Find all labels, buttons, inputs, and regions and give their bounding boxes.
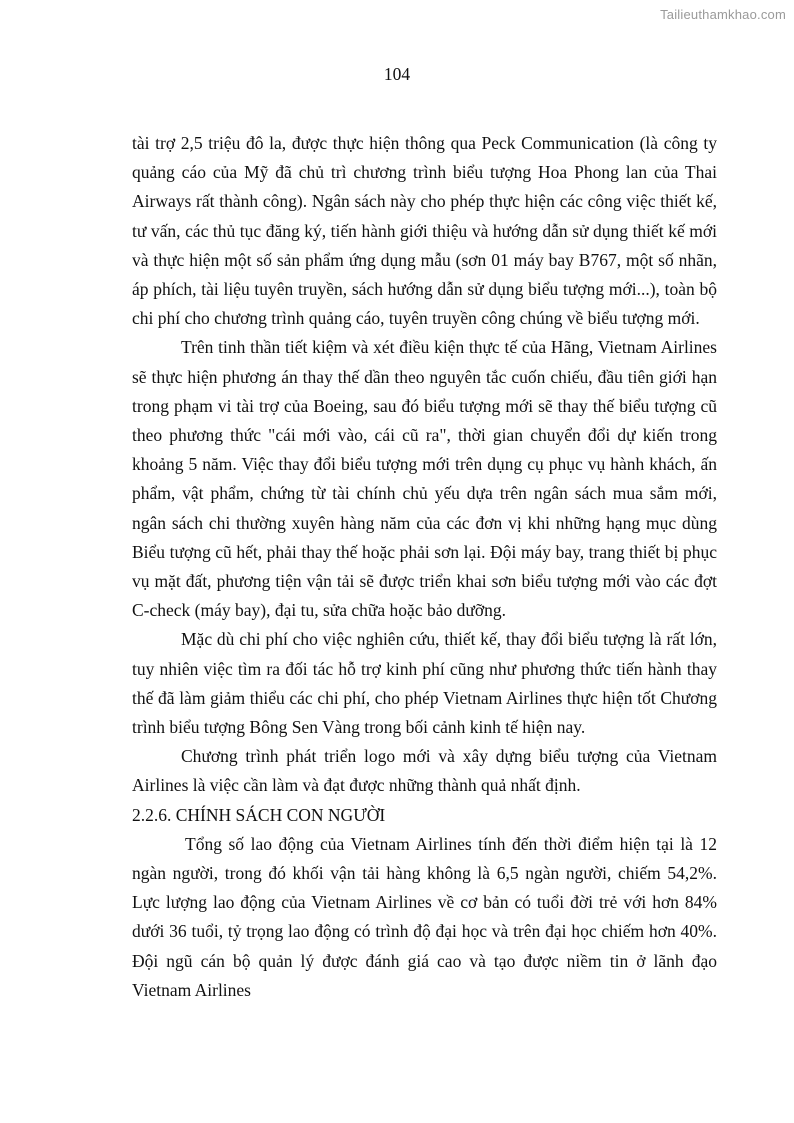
paragraph-replacement-plan: Trên tinh thần tiết kiệm và xét điều kiện thực tế của Hãng, Vietnam Airlines sẽ thực hiện phương án thay thế dần theo nguyên tắc cuốn chiếu, đầu tiên giới hạn trong phạm vi tài trợ của Boeing, sau đó biểu tượng mới sẽ thay thế biểu tượng cũ theo phương thức "cái mới vào, cái cũ ra", thời gian chuyển đổi dự kiến trong khoảng 5 năm. Việc thay đổi biểu tượng mới trên dụng cụ phục vụ hành khách, ấn phẩm, vật phẩm, chứng từ tài chính chủ yếu dựa trên ngân sách mua sắm mới, ngân sách chi thường xuyên hàng năm của các đơn vị khi những hạng mục dùng Biểu tượng cũ hết, phải thay thế hoặc phải sơn lại. Đội máy bay, trang thiết bị phục vụ mặt đất, phương tiện vận tải sẽ được triển khai sơn biểu tượng mới vào các đợt C-check (máy bay), đại tu, sửa chữa hoặc bảo dưỡng. xyxy=(132,337,717,621)
paragraph-cost: Mặc dù chi phí cho việc nghiên cứu, thiết kế, thay đổi biểu tượng là rất lớn, tuy nhiên việc tìm ra đối tác hỗ trợ kinh phí cũng như phương thức tiến hành thay thế đã làm giảm thiểu các chi phí, cho phép Vietnam Airlines thực hiện tốt Chương trình biểu tượng Bông Sen Vàng trong bối cảnh kinh tế hiện nay. xyxy=(132,629,717,738)
paragraph-logo-program: Chương trình phát triển logo mới và xây dựng biểu tượng của Vietnam Airlines là việc cần làm và đạt được những thành quả nhất định. xyxy=(132,746,717,796)
watermark-text: Tailieuthamkhao.com xyxy=(660,7,786,22)
paragraph-human-policy: Tổng số lao động của Vietnam Airlines tính đến thời điểm hiện tại là 12 ngàn người, trong đó khối vận tải hàng không là 6,5 ngàn người, chiếm 54,2%. Lực lượng lao động của Vietnam Airlines về cơ bản có tuổi đời trẻ với hơn 84% dưới 36 tuổi, tỷ trọng lao động có trình độ đại học và trên đại học chiếm hơn 40%. Đội ngũ cán bộ quản lý được đánh giá cao và tạo được niềm tin ở lãnh đạo Vietnam Airlines xyxy=(132,833,717,1000)
section-heading: 2.2.6. CHÍNH SÁCH CON NGƯỜI xyxy=(132,804,386,825)
page-number: 104 xyxy=(383,64,411,84)
document-body xyxy=(132,129,717,1005)
paragraph-continuation: tài trợ 2,5 triệu đô la, được thực hiện thông qua Peck Communication (là công ty quảng cáo của Mỹ đã chủ trì chương trình biểu tượng Hoa Phong lan của Thai Airways rất thành công). Ngân sách này cho phép thực hiện các công việc thiết kế, tư vấn, các thủ tục đăng ký, tiến hành giới thiệu và hướng dẫn sử dụng thiết kế mới và thực hiện một số sản phẩm ứng dụng mẫu (sơn 01 máy bay B767, một số nhãn, áp phích, tài liệu tuyên truyền, sách hướng dẫn sử dụng biểu tượng mới...), toàn bộ chi phí cho chương trình quảng cáo, tuyên truyền công chúng về biểu tượng mới. xyxy=(132,133,717,329)
